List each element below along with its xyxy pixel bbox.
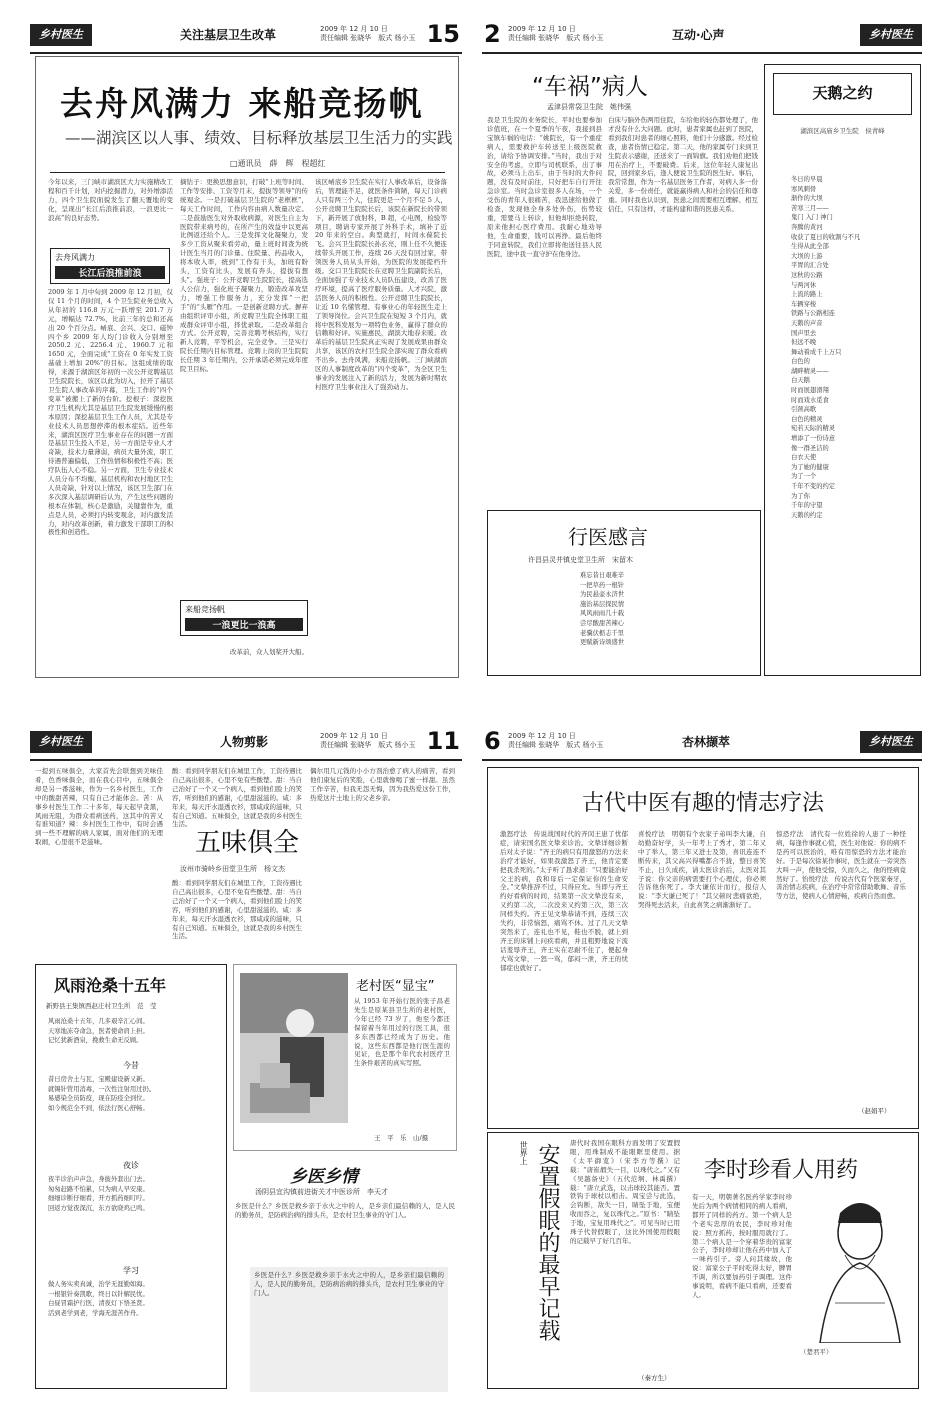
poem-line: 铁路与公路相连	[791, 310, 836, 318]
poem-line: 白天鹅	[791, 377, 810, 385]
verse-lines	[580, 571, 700, 648]
page-number: 6	[484, 727, 501, 755]
poem-line: 就锡针管用消毒，一次性注射用过扔。	[48, 1085, 156, 1093]
verse-line: 尝尽酸甜苦辣心	[580, 619, 625, 627]
page-header	[482, 727, 922, 761]
wuwei-col2b: 酸：看到同学朋友们在城里工作，工资待遇比自己高出很多，心里不免有些酸楚。甜：当自己治好了一个又一个病人，看到他们脸上的笑容，听到他们的感谢，心里甜滋滋的。咸：多年来，每天汗水湿透衣衫，那咸咸的滋味，只有自己知道。五味俱全，这就是我的乡村医生生活。	[172, 879, 302, 941]
section-tag: 乡村医生	[860, 731, 922, 753]
wuwei-col3: 偶尔用几元钱的小小方剂治愈了病人的痛苦，看到他们康复后的笑脸，心里就像喝了蜜一样甜。虽然工作辛苦，但我无怨无悔，因为我热爱这份工作，热爱这片土地上的父老乡亲。	[310, 767, 455, 802]
sub-author: 汤阴县宜沟镇前进街关才中医诊所 李天才	[255, 1188, 388, 1196]
poem-line: 寒风刺骨	[791, 185, 817, 193]
col3-body: 该区崤底乡卫生院在实行人事改革后，设备落后，管理能不足，就医条件简陋，每天门诊病人只有两三个人，住院更是一个月不足 5 人，公开竞聘卫生院院长后，该院在新院长的带领下，新开展了放射科，B 超，心电图，检验等项目，聘请专家开展了外科手术，填补了近 20 年来的空白。典型就打，时间永葆院长飞。会兴卫生院院长孙玄亮，刚上任不久便连续带头开展工作，连续 26 天没有回过家，带领医务人员从头开始，为医院的发展提档升级。交口卫生院院长在竞聘卫生院副院长后，全面加强了专业技术人员队伍建设，改善了医疗环境，提高了医疗服务质量。人才兴院，激活医务人员的积极性。公开竞聘卫生院院长，让近 10 名懂管理、有事业心的年轻医生走上了领导岗位。会兴卫生院在短短 3 个月内，就将中医科发展为一项特色业务，赢得了群众的信赖和好评。实施惠民，湖滨大地春来暖。改革后的基层卫生院真正实现了发展成果由群众共享，该区的农村卫生院全部实现了群众看病不出乡。去舟风满，来船竞扬帆。三门峡湖滨区的人事制度改革的“四个变革”，为全区卫生事业的发展注入了新的活力，发展为新时期农村医疗卫生事业注入了强劲动力。	[315, 178, 447, 391]
poem-title: 天鹅之约	[812, 84, 873, 102]
verse-line: 更赋新诗颂盛世	[580, 639, 625, 647]
section-tag: 乡村医生	[30, 731, 92, 753]
wuwei-title: 五味俱全	[195, 828, 300, 858]
verse-line: 一把草药一根针	[580, 581, 625, 589]
subhead-3: 来船竞扬帆	[185, 605, 225, 614]
poem-author: 新野县王集镇西赵庄村卫生所 范 莹	[46, 1002, 157, 1010]
poem-line: 大坝的上游	[791, 252, 823, 260]
article-box	[487, 767, 919, 1129]
poem-line: 时而展翅滑翔	[791, 387, 829, 395]
poem-line: 天鹅的约定	[791, 511, 823, 519]
editors: 责任编辑 张晓华 版式 杨小玉	[508, 741, 604, 749]
verse-line: 难忘昔日艰难辛	[580, 572, 625, 579]
sub-shaded-text: 乡医是什么？乡医是救乡亲于水火之中的人，是乡亲们最信赖的人，是人民的勤务员，是防病治病的排头兵，是农村卫生事业的守门人。	[250, 1267, 448, 1392]
intro-text: 今年以来，三门峡市湖滨区大力实施精改工程和百千计划，对内挖掘潜力，对外增添活力，四个卫生院面貌发生了翻天覆地的变化，呈现出“长江后浪推前浪，一浪更比一浪高”的良好态势。	[48, 178, 173, 222]
poem-section-3: 学习	[123, 1266, 139, 1275]
verse-line: 为民悬壶永济世	[580, 591, 625, 599]
subheadline: ——湖滨区以人事、绩效、目标释放基层卫生活力的实践	[65, 129, 453, 147]
poem-line: 增添了一份诗意	[791, 435, 836, 443]
page-number: 11	[426, 727, 460, 755]
poem-section-3-lines	[48, 1280, 216, 1318]
date: 2009 年 12 月 10 日	[320, 732, 388, 740]
header-meta	[508, 732, 603, 750]
poem-line: 车辆穿梭	[791, 300, 817, 308]
poem-line: 风雨沧桑十五年，几多艰辛汇心间。	[48, 1018, 149, 1025]
byline: □通讯员 薛 辉 程超红	[230, 159, 326, 168]
page-renwu	[30, 727, 462, 1392]
poem-line: 冬日的早晨	[791, 176, 823, 183]
article-col3: 惊恐疗法 清代有一位姓徐的人患了一种怪病，每逢作事就心慌，医生对他说：你的病不是药可以医治的，唯有用惊恐的方法才能治好。于是每次徐某作事时，医生就在一旁突然大叫一声，使他受惊，久而久之，他的怪病竟然好了。怡悦疗法 传说古代有个医家秦牙，善治情志疾病，在治疗中常常借助歌舞、音乐等方法，使病人心情舒畅，疾病自然而愈。	[776, 830, 906, 901]
poem-line: 昔日房舍土与瓦，宝殿建设新又新。	[48, 1076, 149, 1083]
poem-line: 易感染全员防疫，现在防疫全到位。	[48, 1095, 149, 1103]
headline: 古代中医有趣的情志疗法	[581, 791, 824, 816]
poem-line: 回返方觉夜深沉，东方欲晓鸡已鸣。	[48, 1204, 149, 1212]
col1-body: 2009 年 1 月中旬到 2009 年 12 月初，仅仅 11 个月的时间，4 个卫生院业务总收入从年初的 116.8 万元一跃增至 201.7 万元，增幅达 72.7%，比前三年的总和还高出 20 个百分点。崤底、会兴、交口、磁钟四个乡 2009 年人均门诊收入分别增至 2050.2 元、2256.4 元、1960.7 元和 1650 元，全面完成“工资在 0 年实发工资基础上增加 20%”的目标。这组成绩的取得，来源于湖滨区年初的一次公开竞聘基层卫生院院长，该区以此为切入，拉开了基层卫生院人事改革的序幕，卫生工作的“四个变革”被搬上了新的台阶。挖根子：深挖医疗卫生机构尤其是基层卫生院发展缓慢的根本原因；深挖基层卫生工作人员，尤其是专业技术人员思想停滞的根本症结。近些年来，湖滨区医疗卫生事业存在的问题一方面是基层卫生投入不足，另一方面是专业人才奇缺，技术力量薄弱，病员大量外流，职工待遇普遍偏低，工作热情和积极性不高；医疗队伍人心不稳。另一方面，卫生专业技术人员分布不均衡，基层机构和农村地区卫生人员奇缺，针对以上情况，该区卫生部门在多次深入基层调研后认为，产生这些问题的根本在体制，核心是激励，关键靠作为，重点是人员，必须打内转变观念，对内激发活力，对内改革创新，着力激发干部职工的积极性和创造性。	[48, 288, 173, 537]
poem-line: 为了她的健康	[791, 463, 829, 471]
poem-line: 像一群圣洁的	[791, 444, 829, 452]
poem-lines	[48, 1017, 216, 1046]
wuwei-col2: 酸：看到同学朋友们在城里工作，工资待遇比自己高出很多，心里不免有些酸楚。甜：当自己治好了一个又一个病人，看到他们脸上的笑容，听到他们的感谢，心里甜滋滋的。咸：多年来，每天汗水湿透衣衫，那咸咸的滋味，只有自己知道。五味俱全，这就是我的乡村医生生活。	[172, 767, 302, 829]
poem-section-1-lines	[48, 1075, 216, 1113]
li-text: 有一天，明朝著名医药学家李时珍先后为两个病情相同的病人看病，都开了同样的药方。第一个病人是个老实忠厚的农民，李时珍对他说：照方抓药，按时服用就行了。第二个病人是一个穿着华贵的富家公子，李时珍却让他在药中加入了一味药引子。旁人问其缘故，他说：富家公子平时吃得太好，脾胃不调，所以要加药引子调理。这件事说明，看病不能只看病，还要看人。	[692, 1193, 792, 1299]
page-header	[482, 20, 922, 54]
poem-line: 收获了夏日的收割与不凡	[791, 233, 861, 241]
story-byline: 孟津县常袋卫生院 姚伟强	[547, 103, 631, 111]
poem-title-box	[773, 73, 912, 115]
verse-title: 行医感言	[568, 525, 648, 549]
photo-title: 老村医“显宝”	[356, 979, 435, 994]
side-author: （秦方生）	[638, 1374, 671, 1382]
poem-line: 夜半诊治声声急，身披外套出门去。	[48, 1176, 149, 1183]
section-title: 杏林撷萃	[682, 735, 731, 749]
poem-line: 白色的精灵	[791, 415, 823, 423]
date: 2009 年 12 月 10 日	[508, 732, 576, 740]
poem-line: 白色的	[791, 358, 810, 366]
poem-line: 渐作的大坝	[791, 195, 823, 203]
side-text: 唐代时我国在眼科方面发明了安置假眼，用珠制成不能眼眶里使用。据《太平御览》（宋李方等撰）记载：“唐崔嘏失一目，以珠代之。”又有《吴越备史》（五代范坰、林禹撰）载：“唐立武选，以击球较其能否。置铁钩于球杖以相击。周宝尝与此选，会钩断，敌失一目，睛坠于地，宝便收而吞之，复以珠代之。”原书：“睛坠于地，宝复用珠代之”。可见当时已用珠子代替假眼了，这比外国使用假眼的记载早了好几百年。	[570, 1139, 680, 1245]
poem-line: 舞动着成千上万只	[791, 348, 842, 356]
poem-line: 白昼冒霜护行医，清夜灯下悟圣贤。	[48, 1300, 149, 1308]
col3-end: 改革前，众人划桨开大船。	[230, 648, 308, 656]
poem-line: 湖畔精灵——	[791, 367, 829, 375]
poem-line: 记忆犹新酒泉，挽救生命无反顾。	[48, 1037, 143, 1045]
poem-line: 宛若天际的精灵	[791, 425, 836, 433]
section-title: 互动·心声	[672, 28, 725, 42]
header-meta	[320, 732, 415, 750]
sub-text: 乡医是什么？乡医是救乡亲于水火之中的人，是乡亲们最信赖的人，是人民的勤务员，是防病治病的排头兵，是农村卫生事业的守门人。	[235, 1202, 455, 1219]
article-col1: 激怒疗法 传说战国时代的齐闵王患了忧郁症，请宋国名医文挚来诊治。文挚详细诊断后对太子说：“齐王的病只有用激怒的方法来治疗才能好，如果我激怒了齐王，他肯定要把我杀死的。”太子听了恳求道：“只要能治好父王的病，我和母后一定保证你的生命安全。”文挚推辞不过，只得应允。当即与齐王约好看病的时间，结果第一次文挚没有来，又约第二次，二次没来又约第三次，第三次同样失约。齐王见文挚恭请不到，连续三次失约，非常恼怒，痛骂不休。过了几天文挚突然来了，连礼也不见，鞋也不脱，就上到齐王的床铺上问疾看病，并且粗野地说下流话羞辱齐王，齐王实在忍耐不住了，便起身大骂文挚，一怒一骂，郁闷一泄，齐王的忧郁症也就好了。	[500, 830, 628, 972]
poem-section-2: 夜诊	[123, 1161, 139, 1170]
photo-text: 从 1953 年开始行医的张子昌老先生是原某县卫生所的老村医，今年已经 73 岁了，他至今都还保留着当年用过的行医工具，很多东西都已经成为了历史。他说，这些东西都是他行医生涯的见证，也是那个年代农村医疗卫生条件艰苦的真实写照。	[354, 997, 450, 1068]
subhead-4: 一浪更比一浪高	[185, 618, 303, 631]
poem-line: 细细诊断仔细看，开方抓药细叮咛。	[48, 1195, 149, 1203]
poem-line: 为了一个	[791, 473, 817, 481]
verse-line: 风风雨雨几十载	[580, 610, 625, 618]
page-number: 15	[426, 20, 460, 48]
editors: 责任编辑 张晓华 版式 杨小玉	[320, 741, 416, 749]
poem-line: 做人务实卖真诚，治学无涯勤如海。	[48, 1281, 149, 1288]
li-shizhen-portrait	[800, 1193, 910, 1343]
portrait-caption-text: （楚君平）	[800, 1348, 833, 1356]
article-end: （赵娟平）	[858, 1107, 891, 1115]
poem-line: 生得从此全部	[791, 243, 829, 251]
poem-title: 风雨沧桑十五年	[54, 976, 167, 995]
page-hudong	[482, 20, 922, 680]
wuwei-author: 汝州市骑岭乡田堂卫生所 杨文杰	[180, 865, 285, 873]
poem-line: 时而戏水觅食	[791, 396, 829, 404]
verse-line: 施治基层探民情	[580, 600, 625, 608]
poem-line: 鬼门 入门 神门	[791, 214, 833, 222]
headline: 去舟风满力 来船竞扬帆	[60, 84, 424, 123]
poem-line: 引颈高歌	[791, 406, 817, 414]
poem-section-2-lines	[48, 1175, 216, 1213]
photo-caption: 王 平 乐 山/摄	[374, 1134, 429, 1142]
poem-line: 为了你	[791, 492, 810, 500]
poem-line: 白衣天使	[791, 454, 817, 462]
section-tag: 乡村医生	[860, 24, 922, 46]
story-col1: 我是卫生院的业务院长，平时也要参加诊值班，在一个夏季的午夜，我接到县宝镇车祸的电话：“姚院长，有一个重症病人，需要救护车转送至上级医院救治，请给予协调安排。”当时，我出于对安全的考虑，立即与司机联系，出了事故，必须马上出车，由于当时的大件问题，没有及时前往，只好把车自行开往急诊室。当时急诊室很多人在场，一个受伤的青年人很痛苦，我迅速给他做了检查，发现他全身多处外伤，伤势较重，需要马上转诊，但他却拒绝转院，原来他担心医疗费用。我耐心地劝导他，生命重要，钱可以再挣。最后他终于同意转院，我们立即将他送往县人民医院，途中我一直守护在他身边。	[487, 116, 602, 258]
lower-box	[487, 1132, 919, 1389]
subhead-2: 长江后浪推前浪	[55, 266, 165, 279]
date: 2009 年 12 月 10 日	[320, 25, 388, 33]
poem-line: 一根银针奏凯歌，终日以针解民忧。	[48, 1290, 149, 1298]
poem-box	[764, 64, 921, 676]
poem-line: 国声里去	[791, 329, 817, 337]
header-meta	[320, 25, 415, 43]
verse-box	[487, 510, 761, 676]
subhead-box-2	[180, 600, 308, 636]
old-doctor-photo	[240, 973, 348, 1123]
li-title: 李时珍看人用药	[704, 1158, 859, 1183]
header-meta	[508, 25, 603, 43]
wuwei-col1: 一提到五味俱全，大家首先会联想到美味佳肴，色香味俱全，而在我心目中，五味俱全却是另一番滋味，作为一名乡村医生，工作中的酸甜苦辣，只有自己才能体会。苦：从事乡村医生工作二十多年，每天起早贪黑，风雨无阻，为群众看病送药，这其中的苦又有谁知道？辣：乡村医生工作中，有时会遇到一些不理解的病人家属，面对他们的无理取闹，心里很不是滋味。	[35, 767, 163, 847]
verse-line: 老骥伏枥志千里	[580, 629, 625, 637]
col2-body: 摘钻子：更换思想意识，打破“上班等时间、工作等安排、工资等月末，提拔等领导”的传统观念。一是打破基层卫生院的“老框框”，每天工作时间，工作内容由病人数量决定。二是鼓励医生对外取收病源，对医生自主为医院带来病号的，在所产生的效益中以更高比例返还给个人。三是发挥文化凝聚力，发多少工资从聚来看劳动，量上班时间查为统计医生当月的门诊量、住院量、药品收入，将本收入率，统到“工作有干头，加班有盼头，工资有比头，发展有奔头，提拔有想头”。强班子：公开竞聘卫生院院长，提高选人公信力，强化班子凝聚力，锻造改革攻坚力，增强工作服务力，充分发挥“一把手”的“头雁”作用。一是创新竞聘方式。摒弃由组织评审小组，所竞聘卫生院全体职工组成群众评审小组，择优录取。二是改革组合方式。公开竞聘，完善竞聘考核结构，实行新人竞聘，平等机会，完全竞争。三是实行院长任期内目标管理。竞聘上岗的卫生院院长任期 3 年任期内，公开承诺必须完成年度院卫目标。	[180, 178, 308, 374]
poem-line: 但远不晚	[791, 339, 817, 347]
poem-author: 湖滨区高庙乡卫生院 侯青峰	[800, 127, 885, 135]
editors: 责任编辑 张晓华 版式 杨小玉	[508, 34, 604, 42]
poem-section-1: 今昔	[123, 1061, 139, 1070]
poem-line: 上流的路上	[791, 291, 823, 299]
article-col2: 喜悦疗法 明朝有个农家子弟叫李大谦，自幼勤奋好学，头一年考上了秀才，第二年又中了举人，第三年又进士及第，喜讯连连不断传来，其父高兴得嘴都合不拢，整日喜笑不止，日久成疾，请太医诊治后，太医对其子说：你父亲的病需要打个心理仗，你必须告诉他你死了。李大谦依计而行，报信人说：“李大谦已死了！”其父顿时悲痛欲绝，哭得死去活来，自此喜笑之病渐渐好了。	[638, 830, 766, 910]
poem-line: 平胃的汇合处	[791, 262, 829, 270]
vert-title: 安置假眼的最早记载	[535, 1143, 560, 1341]
vert-label: 世界上	[519, 1141, 528, 1165]
poem-line: 奔腾的黄河	[791, 223, 823, 231]
editors: 责任编辑 张晓华 版式 杨小玉	[320, 34, 416, 42]
section-title: 人物剪影	[220, 735, 269, 749]
poem-line: 苦寒三月——	[791, 204, 829, 212]
poem-line: 这秋的公路	[791, 271, 823, 279]
section-title: 关注基层卫生改革	[180, 28, 277, 42]
page-guanzhu	[30, 20, 462, 680]
poem-line: 千年不变的约定	[791, 483, 836, 490]
subhead-1: 去舟风满力	[55, 253, 95, 262]
page-xinglin	[482, 727, 922, 1392]
verse-author: 许昌县灵井镇史堂卫生所 宋留木	[528, 556, 633, 564]
page-header	[30, 727, 462, 761]
poem-lines	[791, 175, 911, 520]
section-tag: 乡村医生	[30, 24, 92, 46]
poem-box	[35, 964, 227, 1389]
photo-box	[233, 964, 457, 1151]
story-col2: 白床与脑外伤两用住院，车给他的轻伤都处理了，他才没有什么大问题。此时，患者家属也赶到了医院，看到我们对患者的细心照料，他们十分感激。经过检查，患者伤情已稳定。第二天，他的家属专门来到卫生院表示感谢，还送来了一面锦旗。我们劝他们把钱用在治疗上，不要破费。后来，这位年轻人康复出院，回到家乡后，逢人便说卫生院的医生好。事后，我常常想，作为一名基层医务工作者，对病人多一份关爱，多一份责任，就能赢得病人和社会的信任和尊重。同时我也认识到，医患之间需要相互理解、相互信任，只有这样，才能构建和谐的医患关系。	[608, 116, 758, 214]
poem-line: 与两河休	[791, 281, 817, 289]
page-header	[30, 20, 462, 54]
date: 2009 年 12 月 10 日	[508, 25, 576, 33]
poem-line: 天寒地冻夺命急，医者使命肩上担。	[48, 1027, 149, 1035]
poem-line: 千年的守望	[791, 502, 823, 510]
poem-line: 活到老学到老，学海无涯苦作舟。	[48, 1309, 143, 1317]
subhead-box	[50, 248, 170, 284]
divider	[50, 172, 445, 173]
poem-line: 天鹅的声音	[791, 319, 823, 327]
story-title: “车祸”病人	[532, 74, 648, 100]
sub-title: 乡医乡情	[290, 1167, 358, 1187]
page-number: 2	[484, 20, 501, 48]
poem-line: 如今规范全不到，依法行医心舒畅。	[48, 1104, 149, 1112]
poem-line: 匆匆赶路不怕累，只为病人早安康。	[48, 1185, 149, 1193]
